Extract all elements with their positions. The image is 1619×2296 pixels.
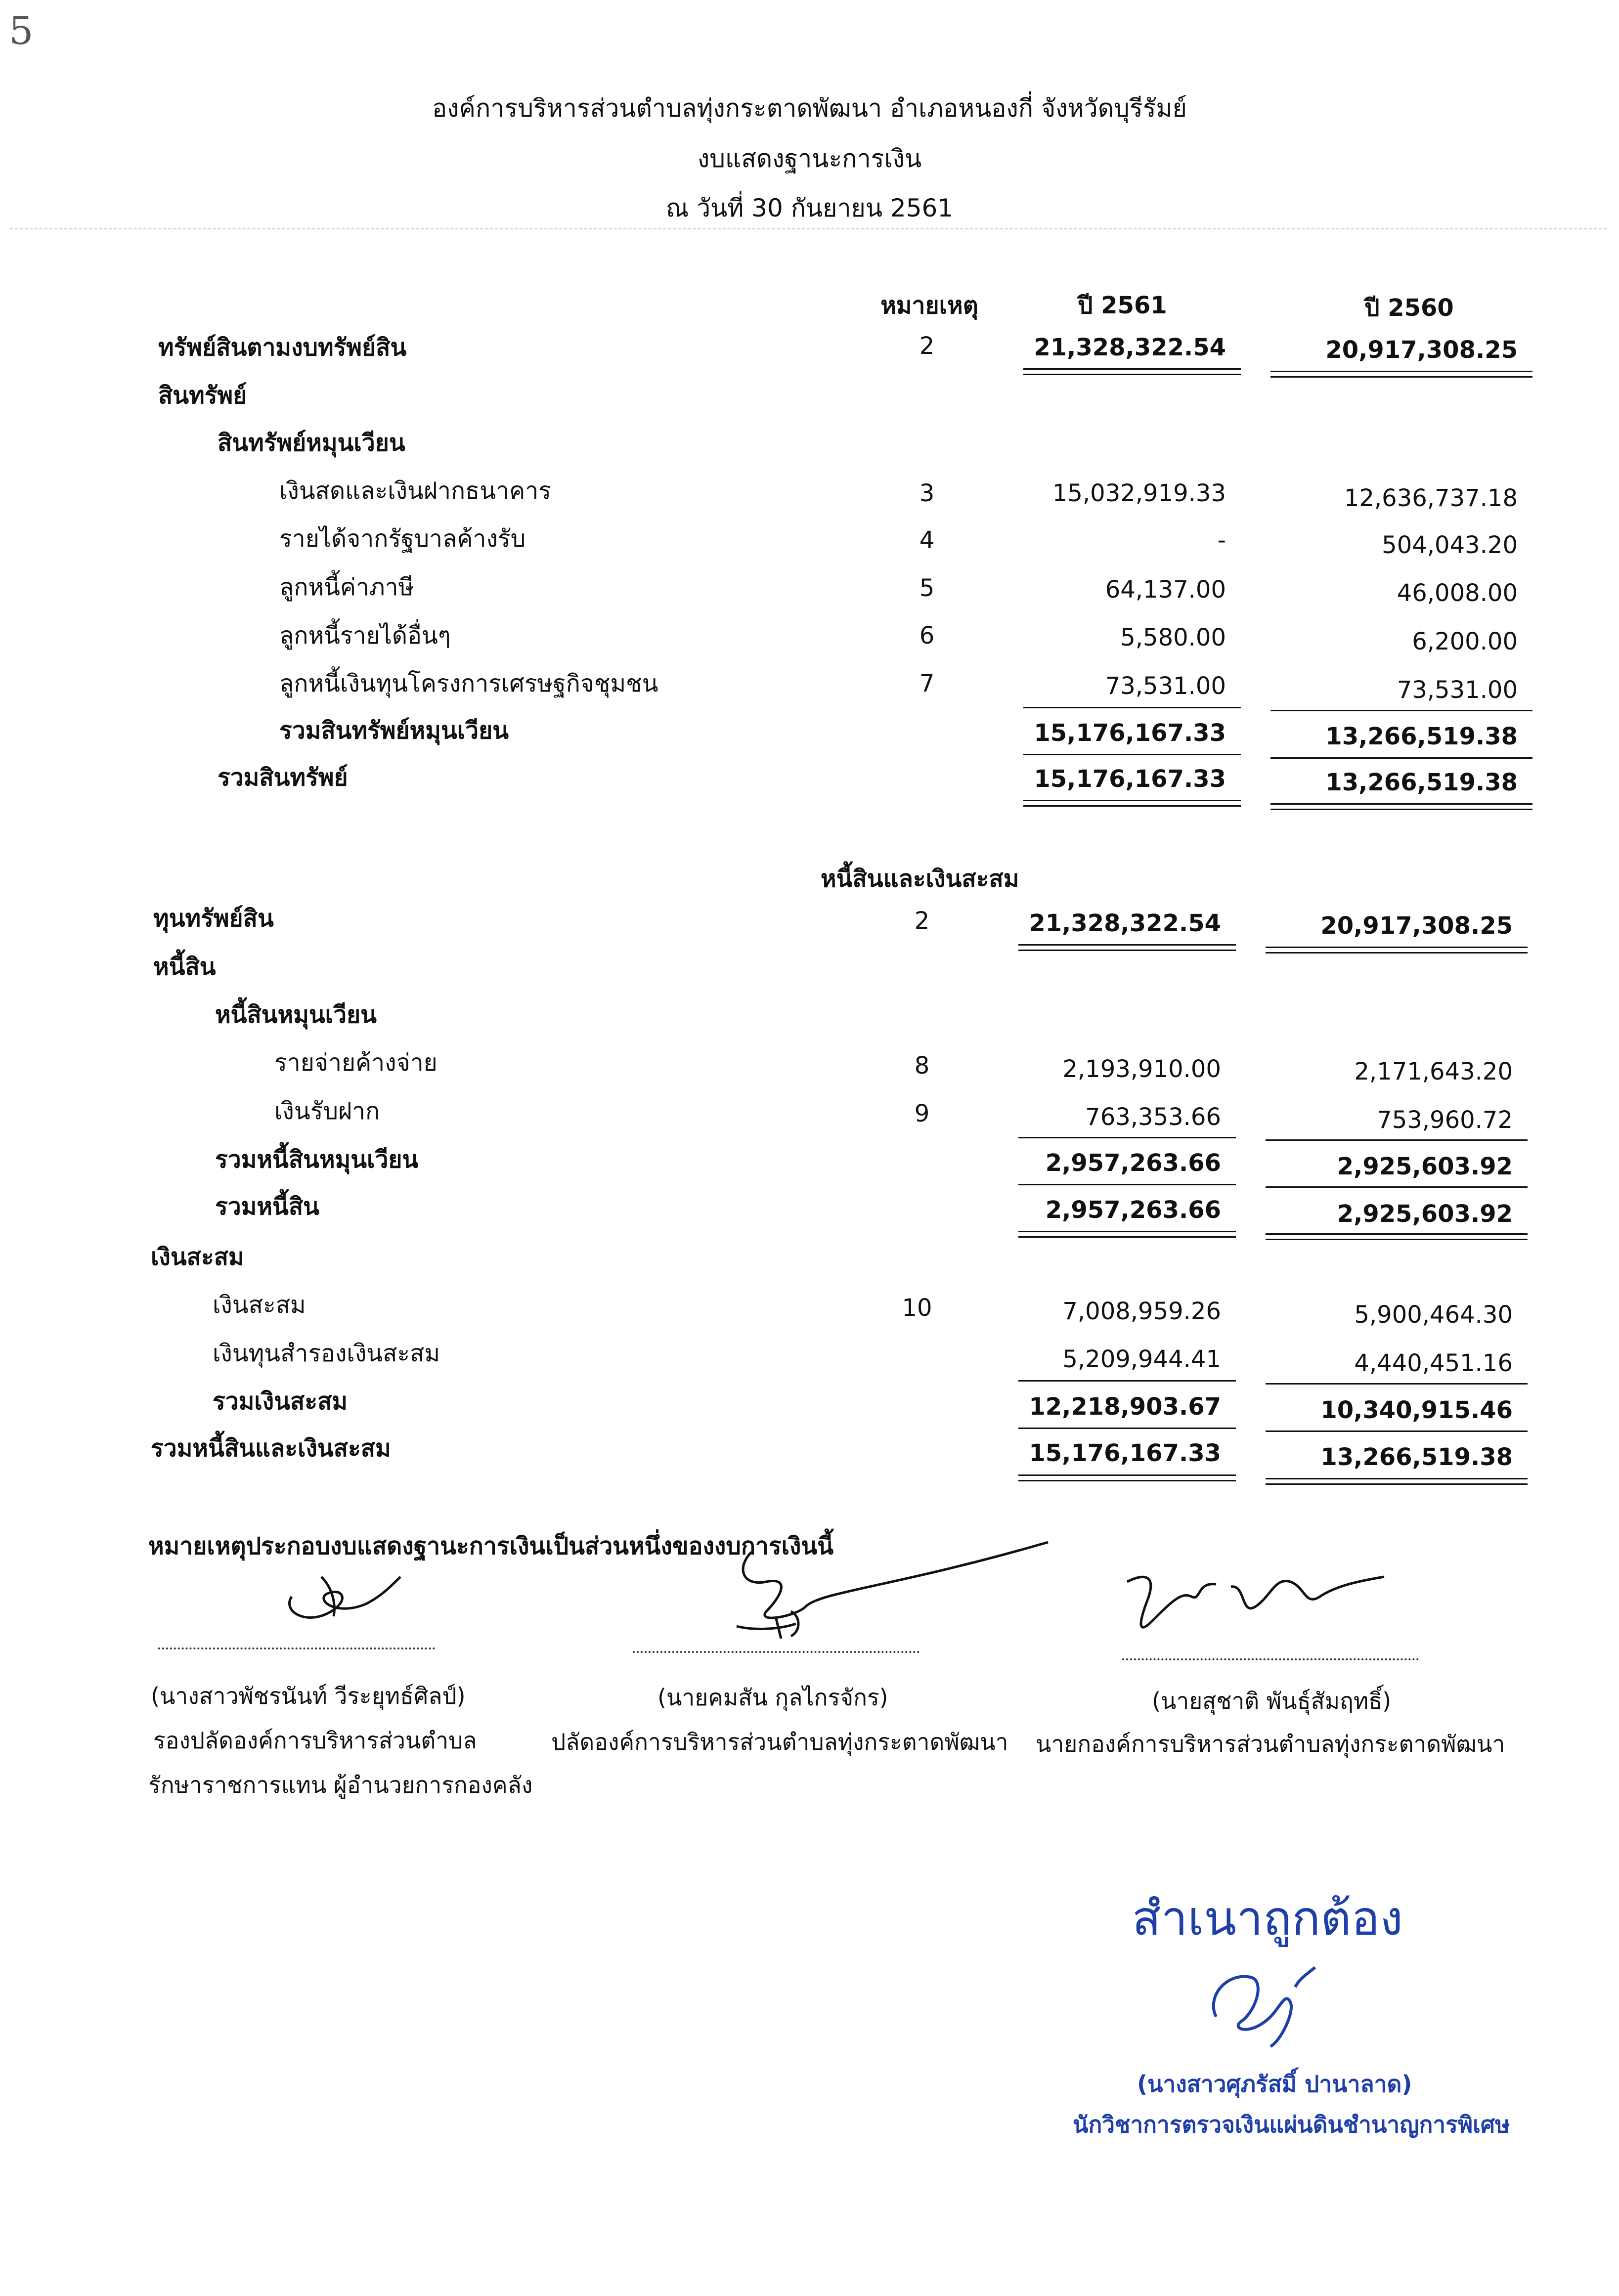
row-value-2561-fund-receivable: 73,531.00 xyxy=(1105,672,1226,700)
section-label-current-assets: สินทรัพย์หมุนเวียน xyxy=(218,429,405,457)
subtotal-underline xyxy=(1266,1139,1528,1141)
row-value-2560-total-liabilities-and-funds: 13,266,519.38 xyxy=(1320,1443,1513,1471)
row-value-2561-asset-capital: 21,328,322.54 xyxy=(1034,334,1226,361)
signer-2-name: (นายคมสัน กุลไกรจักร) xyxy=(657,1684,888,1711)
row-value-2561-total-current-liabilities: 2,957,263.66 xyxy=(1045,1149,1221,1177)
section-label-liabilities-funds: หนี้สินและเงินสะสม xyxy=(821,865,1019,893)
row-value-2560-accrued-expenses: 2,171,643.20 xyxy=(1354,1058,1513,1085)
row-value-2560-total-current-liabilities: 2,925,603.92 xyxy=(1337,1153,1513,1180)
row-value-2560-total-liabilities: 2,925,603.92 xyxy=(1337,1200,1513,1228)
double-underline xyxy=(1018,1231,1236,1232)
section-label-accumulated-funds: เงินสะสม xyxy=(151,1243,244,1271)
row-label-fund-receivable: ลูกหนี้เงินทุนโครงการเศรษฐกิจชุมชน xyxy=(279,670,658,697)
statement-date: ณ วันที่ 30 กันยายน 2561 xyxy=(665,194,954,222)
double-underline xyxy=(1023,800,1241,801)
signature-line-1 xyxy=(158,1647,435,1649)
signer-1-name: (นางสาวพัชรนันท์ วีระยุทธ์ศิลป์) xyxy=(151,1683,466,1709)
signer-3-title: นายกองค์การบริหารส่วนตำบลทุ่งกระตาดพัฒนา xyxy=(1036,1731,1505,1757)
row-label-deposits: เงินรับฝาก xyxy=(274,1097,380,1125)
row-note-cash: 3 xyxy=(919,479,935,507)
subtotal-underline xyxy=(1018,1184,1236,1185)
row-value-2560-total-accumulated-funds: 10,340,915.46 xyxy=(1320,1396,1513,1424)
row-label-reserve-fund: เงินทุนสำรองเงินสะสม xyxy=(213,1340,440,1367)
double-underline xyxy=(1023,805,1241,807)
row-value-2560-cash: 12,636,737.18 xyxy=(1344,484,1518,512)
row-note-asset-capital: 2 xyxy=(919,332,935,360)
subtotal-underline xyxy=(1018,1137,1236,1138)
row-value-2560-asset-fund: 20,917,308.25 xyxy=(1320,912,1513,940)
subtotal-underline xyxy=(1270,710,1532,711)
double-underline xyxy=(1270,803,1532,805)
row-label-asset-capital: ทรัพย์สินตามงบทรัพย์สิน xyxy=(158,334,407,361)
row-value-2561-total-liabilities-and-funds: 15,176,167.33 xyxy=(1029,1439,1221,1467)
row-value-2560-reserve-fund: 4,440,451.16 xyxy=(1354,1349,1513,1377)
signature-line-2 xyxy=(633,1651,919,1653)
row-value-2561-total-liabilities: 2,957,263.66 xyxy=(1045,1196,1221,1224)
double-underline xyxy=(1018,1480,1236,1481)
row-label-tax-receivable: ลูกหนี้ค่าภาษี xyxy=(279,573,414,601)
row-value-2561-reserve-fund: 5,209,944.41 xyxy=(1062,1345,1221,1373)
row-label-total-current-assets: รวมสินทรัพย์หมุนเวียน xyxy=(279,717,509,744)
row-value-2561-tax-receivable: 64,137.00 xyxy=(1105,576,1226,604)
header-divider xyxy=(10,228,1607,229)
double-underline xyxy=(1270,809,1532,810)
double-underline xyxy=(1266,947,1528,948)
row-value-2561-asset-fund: 21,328,322.54 xyxy=(1029,910,1221,937)
row-value-2560-total-current-assets: 13,266,519.38 xyxy=(1325,723,1518,750)
row-note-gov-receivable: 4 xyxy=(919,526,935,554)
row-note-tax-receivable: 5 xyxy=(919,574,935,602)
double-underline xyxy=(1018,1236,1236,1238)
row-label-total-liabilities: รวมหนี้สิน xyxy=(215,1193,319,1220)
subtotal-underline xyxy=(1270,757,1532,759)
subtotal-underline xyxy=(1266,1383,1528,1385)
double-underline xyxy=(1266,1239,1528,1240)
signature-1-image xyxy=(277,1557,405,1631)
row-label-accumulated-fund: เงินสะสม xyxy=(213,1291,306,1319)
row-value-2561-total-accumulated-funds: 12,218,903.67 xyxy=(1029,1393,1221,1421)
row-label-asset-fund: ทุนทรัพย์สิน xyxy=(153,905,274,932)
signer-2-title: ปลัดองค์การบริหารส่วนตำบลทุ่งกระตาดพัฒนา xyxy=(551,1729,1008,1755)
double-underline xyxy=(1023,368,1241,370)
certified-copy-stamp: สำเนาถูกต้อง xyxy=(1132,1891,1403,1946)
footnote: หมายเหตุประกอบงบแสดงฐานะการเงินเป็นส่วนหนึ่งของงบการเงินนี้ xyxy=(148,1532,834,1560)
column-year-2561-header: ปี 2561 xyxy=(1078,292,1167,319)
row-label-total-current-liabilities: รวมหนี้สินหมุนเวียน xyxy=(215,1146,419,1173)
signature-3-image xyxy=(1117,1562,1394,1646)
row-value-2560-asset-capital: 20,917,308.25 xyxy=(1325,336,1518,364)
row-value-2561-deposits: 763,353.66 xyxy=(1085,1103,1221,1131)
row-label-gov-receivable: รายได้จากรัฐบาลค้างรับ xyxy=(279,525,526,553)
signature-line-3 xyxy=(1122,1658,1419,1660)
row-label-total-liabilities-and-funds: รวมหนี้สินและเงินสะสม xyxy=(151,1434,391,1462)
signature-2-image xyxy=(707,1532,1053,1651)
row-note-accumulated-fund: 10 xyxy=(902,1294,932,1322)
row-note-other-receivable: 6 xyxy=(919,622,935,650)
subtotal-underline xyxy=(1023,754,1241,755)
subtotal-underline xyxy=(1266,1430,1528,1432)
row-value-2561-other-receivable: 5,580.00 xyxy=(1120,624,1226,651)
double-underline xyxy=(1018,944,1236,946)
statement-title: งบแสดงฐานะการเงิน xyxy=(697,144,922,173)
row-value-2560-other-receivable: 6,200.00 xyxy=(1412,628,1518,655)
certifier-signature-image xyxy=(1196,1957,1325,2056)
row-value-2561-total-assets: 15,176,167.33 xyxy=(1034,765,1226,793)
row-label-cash: เงินสดและเงินฝากธนาคาร xyxy=(279,477,551,505)
subtotal-underline xyxy=(1018,1380,1236,1382)
section-label-current-liabilities: หนี้สินหมุนเวียน xyxy=(215,1001,377,1029)
column-note-header: หมายเหตุ xyxy=(880,292,978,319)
certifier-title: นักวิชาการตรวจเงินแผ่นดินชำนาญการพิเศษ xyxy=(1073,2111,1510,2138)
signer-3-name: (นายสุชาติ พันธุ์สัมฤทธิ์) xyxy=(1152,1688,1392,1714)
row-value-2560-deposits: 753,960.72 xyxy=(1377,1106,1513,1134)
row-note-asset-fund: 2 xyxy=(914,907,930,935)
subtotal-underline xyxy=(1266,1186,1528,1188)
signer-1-title-acting: รักษาราชการแทน ผู้อำนวยการกองคลัง xyxy=(148,1772,533,1798)
row-value-2561-accrued-expenses: 2,193,910.00 xyxy=(1062,1055,1221,1083)
row-note-deposits: 9 xyxy=(914,1100,930,1127)
row-value-2560-total-assets: 13,266,519.38 xyxy=(1325,769,1518,796)
row-label-other-receivable: ลูกหนี้รายได้อื่นๆ xyxy=(279,622,451,650)
subtotal-underline xyxy=(1023,707,1241,708)
row-value-2561-total-current-assets: 15,176,167.33 xyxy=(1034,719,1226,747)
row-value-2561-cash: 15,032,919.33 xyxy=(1052,479,1226,507)
row-label-total-accumulated-funds: รวมเงินสะสม xyxy=(213,1387,348,1415)
double-underline xyxy=(1270,371,1532,372)
double-underline xyxy=(1018,1474,1236,1476)
row-value-2561-accumulated-fund: 7,008,959.26 xyxy=(1062,1298,1221,1325)
double-underline xyxy=(1266,1483,1528,1485)
row-label-total-assets: รวมสินทรัพย์ xyxy=(218,764,348,791)
column-year-2560-header: ปี 2560 xyxy=(1364,294,1454,322)
page-number: 5 xyxy=(9,9,34,53)
organization-title: องค์การบริหารส่วนตำบลทุ่งกระตาดพัฒนา อำเภอหนองกี่ จังหวัดบุรีรัมย์ xyxy=(432,94,1187,123)
section-label-assets: สินทรัพย์ xyxy=(158,382,247,409)
row-value-2560-fund-receivable: 73,531.00 xyxy=(1397,676,1518,704)
row-value-2561-gov-receivable: - xyxy=(1217,526,1226,554)
certifier-name: (นางสาวศุภรัสมิ์ ปานาลาด) xyxy=(1137,2071,1412,2097)
row-value-2560-accumulated-fund: 5,900,464.30 xyxy=(1354,1301,1513,1329)
double-underline xyxy=(1266,952,1528,953)
row-note-accrued-expenses: 8 xyxy=(914,1052,930,1080)
subtotal-underline xyxy=(1018,1428,1236,1429)
signer-1-title: รองปลัดองค์การบริหารส่วนตำบล xyxy=(153,1727,477,1754)
row-value-2560-tax-receivable: 46,008.00 xyxy=(1397,579,1518,607)
row-note-fund-receivable: 7 xyxy=(919,670,935,697)
double-underline xyxy=(1023,374,1241,375)
double-underline xyxy=(1266,1233,1528,1235)
row-label-accrued-expenses: รายจ่ายค้างจ่าย xyxy=(274,1049,438,1077)
section-label-liabilities: หนี้สิน xyxy=(153,953,216,981)
double-underline xyxy=(1018,950,1236,951)
double-underline xyxy=(1270,376,1532,378)
row-value-2560-gov-receivable: 504,043.20 xyxy=(1382,531,1518,559)
double-underline xyxy=(1266,1478,1528,1479)
